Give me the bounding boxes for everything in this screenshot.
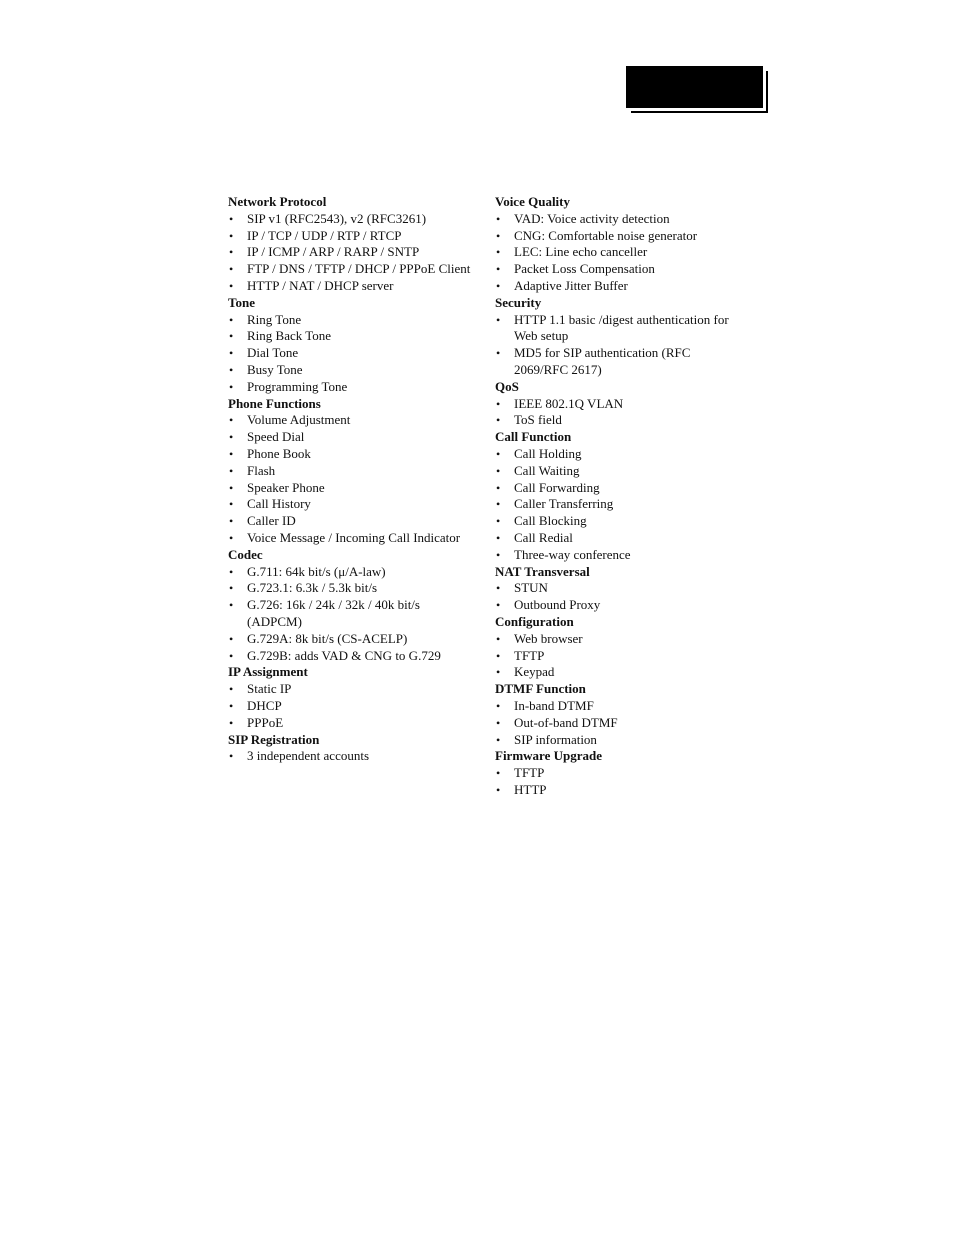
list-item: • IEEE 802.1Q VLAN [495, 396, 745, 413]
section-title-network-protocol: Network Protocol [228, 194, 327, 209]
section-list-call-function [495, 446, 745, 564]
section-list-voice-quality [495, 211, 745, 295]
list-item: • Call Redial [495, 530, 745, 547]
list-item: • Call History [228, 496, 478, 513]
list-item: • G.729A: 8k bit/s (CS-ACELP) [228, 631, 478, 648]
list-item: • Keypad [495, 664, 745, 681]
list-item: • IP / ICMP / ARP / RARP / SNTP [228, 244, 478, 261]
section-list-tone [228, 312, 478, 396]
list-item: • SIP information [495, 732, 745, 749]
list-item: • LEC: Line echo canceller [495, 244, 745, 261]
list-item: • Caller Transferring [495, 496, 745, 513]
list-item: • Outbound Proxy [495, 597, 745, 614]
list-item: • HTTP [495, 782, 745, 799]
left-spec-column [228, 194, 478, 765]
list-item: • Call Forwarding [495, 480, 745, 497]
section-list-phone-functions [228, 412, 478, 546]
list-item: • Ring Back Tone [228, 328, 478, 345]
chapter-tab-block [626, 66, 763, 108]
section-title-firmware-upgrade: Firmware Upgrade [495, 748, 602, 764]
list-item: • STUN [495, 580, 745, 597]
list-item: • Volume Adjustment [228, 412, 478, 429]
list-item: • DHCP [228, 698, 478, 715]
list-item: • Speaker Phone [228, 480, 478, 497]
list-item: • Ring Tone [228, 312, 478, 329]
section-title-voice-quality: Voice Quality [495, 194, 570, 209]
section-list-ip-assignment [228, 681, 478, 731]
list-item: • Caller ID [228, 513, 478, 530]
list-item: • Flash [228, 463, 478, 480]
section-title-configuration: Configuration [495, 613, 574, 629]
list-item: • Static IP [228, 681, 478, 698]
section-title-call-function: Call Function [495, 429, 572, 445]
list-item: • VAD: Voice activity detection [495, 211, 745, 228]
list-item: • Voice Message / Incoming Call Indicator [228, 530, 478, 547]
right-spec-column [495, 194, 745, 799]
list-item: • Speed Dial [228, 429, 478, 446]
list-item: • G.711: 64k bit/s (μ/A-law) [228, 564, 478, 581]
list-item: • Call Waiting [495, 463, 745, 480]
list-item: • ToS field [495, 412, 745, 429]
list-item: • HTTP 1.1 basic /digest authentication for Web setup [495, 312, 745, 346]
list-item: • G.726: 16k / 24k / 32k / 40k bit/s (ADPCM) [228, 597, 478, 631]
list-item: • TFTP [495, 648, 745, 665]
section-title-tone: Tone [228, 294, 255, 310]
list-item: • Phone Book [228, 446, 478, 463]
section-list-network-protocol [228, 211, 478, 295]
section-list-firmware-upgrade [495, 765, 745, 799]
section-title-sip-registration: SIP Registration [228, 731, 320, 747]
list-item: • Web browser [495, 631, 745, 648]
list-item: • 3 independent accounts [228, 748, 478, 765]
list-item: • G.723.1: 6.3k / 5.3k bit/s [228, 580, 478, 597]
section-list-configuration [495, 631, 745, 681]
section-list-dtmf-function [495, 698, 745, 748]
list-item: • Packet Loss Compensation [495, 261, 745, 278]
list-item: • Busy Tone [228, 362, 478, 379]
section-title-dtmf-function: DTMF Function [495, 681, 586, 697]
list-item: • Dial Tone [228, 345, 478, 362]
section-title-codec: Codec [228, 546, 263, 562]
list-item: • IP / TCP / UDP / RTP / RTCP [228, 228, 478, 245]
list-item: • SIP v1 (RFC2543), v2 (RFC3261) [228, 211, 478, 228]
list-item: • Programming Tone [228, 379, 478, 396]
list-item: • TFTP [495, 765, 745, 782]
list-item: • CNG: Comfortable noise generator [495, 228, 745, 245]
list-item: • PPPoE [228, 715, 478, 732]
list-item: • MD5 for SIP authentication (RFC 2069/RFC 2617) [495, 345, 745, 379]
list-item: • Adaptive Jitter Buffer [495, 278, 745, 295]
list-item: • FTP / DNS / TFTP / DHCP / PPPoE Client [228, 261, 478, 278]
list-item: • HTTP / NAT / DHCP server [228, 278, 478, 295]
section-title-qos: QoS [495, 378, 519, 394]
section-list-nat-transversal [495, 580, 745, 614]
section-list-security [495, 312, 745, 379]
list-item: • Out-of-band DTMF [495, 715, 745, 732]
section-title-phone-functions: Phone Functions [228, 395, 321, 411]
section-title-security: Security [495, 294, 542, 310]
section-title-ip-assignment: IP Assignment [228, 664, 308, 680]
list-item: • Call Holding [495, 446, 745, 463]
list-item: • G.729B: adds VAD & CNG to G.729 [228, 648, 478, 665]
section-list-codec [228, 564, 478, 665]
section-title-nat-transversal: NAT Transversal [495, 563, 590, 579]
list-item: • Three-way conference [495, 547, 745, 564]
list-item: • In-band DTMF [495, 698, 745, 715]
section-list-sip-registration [228, 748, 478, 765]
section-list-qos [495, 396, 745, 430]
list-item: • Call Blocking [495, 513, 745, 530]
